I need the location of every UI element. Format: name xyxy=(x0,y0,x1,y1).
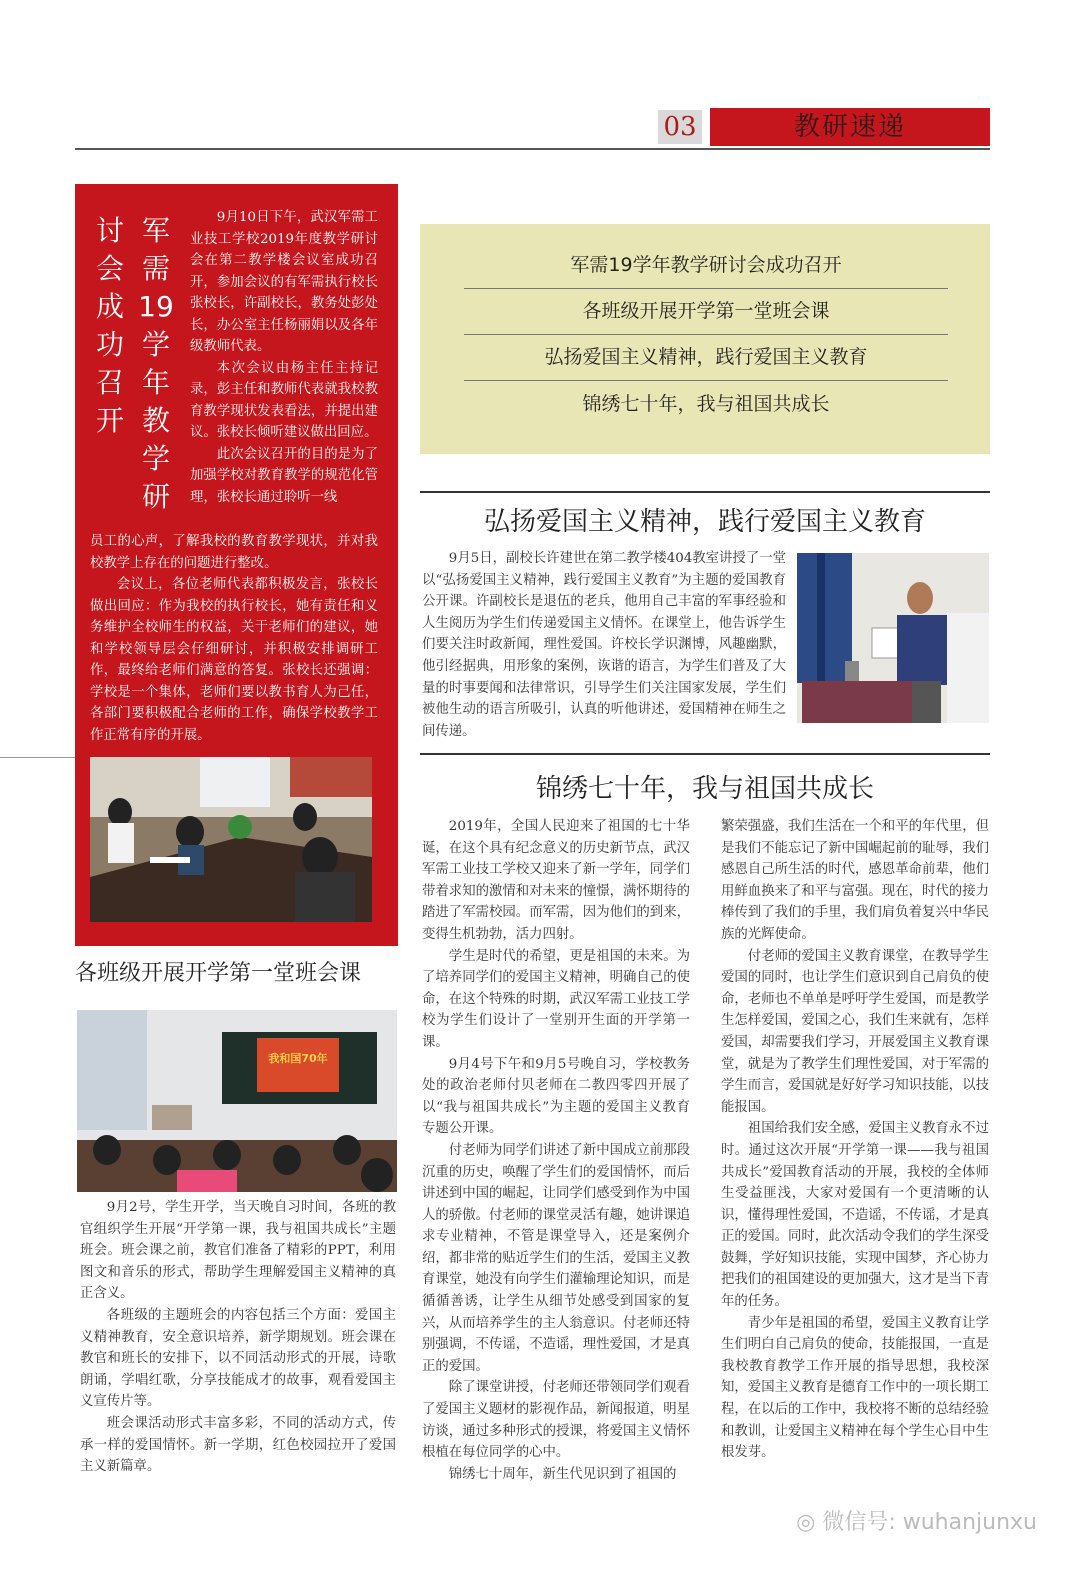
wechat-watermark xyxy=(796,1505,1037,1536)
article-title-patriotism: 弘扬爱国主义精神，践行爱国主义教育 xyxy=(483,507,926,537)
article-title-class-meeting: 各班级开展开学第一堂班会课 xyxy=(75,961,362,986)
highlight-item[interactable]: 锦绣七十年，我与祖国共成长 xyxy=(582,393,830,415)
article-paragraph: 学生是时代的希望，更是祖国的未来。为了培养同学们的爱国主义精神，明确自己的使命，在这个特殊的时期，武汉军需工业技工学校为学生们设计了一堂别开生面的开学第一课。 xyxy=(422,948,690,1050)
feature-text-top xyxy=(190,207,378,508)
article-paragraph: 繁荣强盛，我们生活在一个和平的年代里，但是我们不能忘记了新中国崛起前的耻辱，我们感恩自己所生活的时代，感恩革命前辈，他们用鲜血换来了和平与富强。现在，时代的接力棒传到了我们的手里，我们肩负着复兴中华民族的光辉使命。 xyxy=(721,819,989,942)
article-class-meeting-body xyxy=(80,1197,396,1478)
feature-title-col1: 军需19学年教学研 xyxy=(138,214,174,513)
highlight-item[interactable]: 军需19学年教学研讨会成功召开 xyxy=(464,242,948,289)
article-paragraph: 祖国给我们安全感，爱国主义教育永不过时。通过这次开展“开学第一课——我与祖国共成长”爱国教育活动的开展，我校的全体师生受益匪浅，大家对爱国有一个更清晰的认识，懂得理性爱国，不造谣，不传谣，才是真正的爱国。同时，此次活动令我们的学生深受鼓舞，学好知识技能，实现中国梦，齐心协力把我们的祖国建设的更加强大，这才是当下青年的任务。 xyxy=(721,1121,989,1310)
feature-paragraph: 本次会议由杨主任主持记录，彭主任和教师代表就我校教育教学现状发表看法，并提出建议。张校长倾听建议做出回应。 xyxy=(190,360,378,440)
article-paragraph: 锦绣七十周年，新生代见识到了祖国的 xyxy=(448,1466,677,1482)
article-paragraph: 9月5日，副校长许建世在第二教学楼404教室讲授了一堂以“弘扬爱国主义精神，践行爱国主义教育”为主题的爱国教育公开课。许副校长是退伍的老兵，他用自己丰富的军事经验和人生阅历为学生们传递爱国主义情怀。在课堂上，他告诉学生们要关注时政新闻，理性爱国。许校长学识渊博，风趣幽默，他引经据典，用形象的案例，诙谐的语言，为学生们普及了大量的时事要闻和法律常识，引导学生们关注国家发展，学生们被他生动的语言所吸引，认真的听他讲述，爱国精神在师生之间传递。 xyxy=(422,551,786,739)
article-title-seventy-years: 锦绣七十年，我与祖国共成长 xyxy=(535,774,874,804)
wechat-icon: ◎ xyxy=(796,1510,816,1535)
section-title: 教研速递 xyxy=(710,108,990,146)
article-paragraph: 班会课活动形式丰富多彩，不同的活动方式，传承一样的爱国情怀。新一学期，红色校园拉开了爱国主义新篇章。 xyxy=(80,1415,396,1475)
article-paragraph: 付老师为同学们讲述了新中国成立前那段沉重的历史，唤醒了学生们的爱国情怀，而后讲述到中国的崛起，让同学们感受到作为中国人的骄傲。付老师的课堂灵活有趣，她讲课追求专业精神，不管是课堂导入，还是案例介绍，都非常的贴近学生们的生活，爱国主义教育课堂，她没有向学生们灌输理论知识，而是循循善诱，让学生从细节处感受到国家的复兴，从而培养学生的主人翁意识。付老师还特别强调，不传谣，不造谣，理性爱国，才是真正的爱国。 xyxy=(422,1142,690,1374)
article-paragraph: 各班级的主题班会的内容包括三个方面：爱国主义精神教育，安全意识培养，新学期规划。班会课在教官和班长的安排下，以不同活动形式的开展，诗歌朗诵，学唱红歌，分享技能成才的故事，观看爱国主义宣传片等。 xyxy=(80,1307,396,1410)
header-divider xyxy=(75,148,990,150)
article-patriotism-body xyxy=(422,548,786,742)
article-paragraph: 2019年，全国人民迎来了祖国的七十华诞，在这个具有纪念意义的历史新节点，武汉军需工业技工学校又迎来了新一学年，同学们带着求知的激情和对未来的憧憬，满怀期待的踏进了军需校园。而军需，因为他们的到来，变得生机勃勃，活力四射。 xyxy=(422,819,690,942)
classroom-photo xyxy=(77,1010,397,1192)
article-divider xyxy=(420,753,990,755)
feature-paragraph: 此次会议召开的目的是为了加强学校对教育教学的规范化管理，张校长通过聆听一线 xyxy=(190,446,378,505)
page-number: 03 xyxy=(658,110,702,144)
feature-paragraph: 会议上，各位老师代表都积极发言，张校长做出回应：作为我校的执行校长，她有责任和义务维护全校师生的权益，关于老师们的建议，她和学校领导层会仔细研讨，并积极安排调研工作，最终给老师们满意的答复。张校长还强调：学校是一个集体，老师们要以教书育人为己任，各部门要积极配合老师的工作，确保学校教学工作正常有序的开展。 xyxy=(90,577,378,743)
highlight-item[interactable]: 各班级开展开学第一堂班会课 xyxy=(464,288,948,335)
lecture-photo xyxy=(797,553,989,723)
article-divider xyxy=(420,491,990,493)
highlights-box xyxy=(420,224,990,454)
article-paragraph: 除了课堂讲授，付老师还带领同学们观看了爱国主义题材的影视作品，新闻报道，明星访谈，通过多种形式的授课，将爱国主义情怀根植在每位同学的心中。 xyxy=(422,1380,690,1461)
feature-title-col2: 讨会成功召开 xyxy=(95,214,124,437)
watermark-text: 微信号: wuhanjunxu xyxy=(822,1510,1037,1535)
classroom-screen-text: 我和国70年 xyxy=(268,1052,328,1065)
article-paragraph: 付老师的爱国主义教育课堂，在教导学生爱国的同时，也让学生们意识到自己肩负的使命，老师也不单单是呼吁学生爱国，而是教学生怎样爱国，爱国之心，我们生来就有，怎样爱国，却需要我们学习，开展爱国主义教育课堂，就是为了教学生们理性爱国，对于军需的学生而言，爱国就是好好学习知识技能，以技能报国。 xyxy=(721,948,989,1115)
highlight-item[interactable]: 弘扬爱国主义精神，践行爱国主义教育 xyxy=(464,334,948,381)
article-seventy-col2 xyxy=(721,816,989,1464)
article-paragraph: 青少年是祖国的希望，爱国主义教育让学生们明白自己肩负的使命，技能报国，一直是我校教育教学工作开展的指导思想，我校深知，爱国主义教育是德育工作中的一项长期工程，在以后的工作中，我校将不断的总结经验和教训，让爱国主义精神在每个学生心目中生根发芽。 xyxy=(721,1315,989,1461)
article-paragraph: 9月2号，学生开学，当天晚自习时间，各班的教官组织学生开展“开学第一课，我与祖国共成长”主题班会。班会课之前，教官们准备了精彩的PPT，利用图文和音乐的形式，帮助学生理解爱国主义精神的真正含义。 xyxy=(80,1200,396,1302)
article-paragraph: 9月4号下午和9月5号晚自习，学校教务处的政治老师付贝老师在二教四零四开展了以“我与祖国共成长”为主题的爱国主义教育专题公开课。 xyxy=(422,1056,690,1137)
feature-paragraph: 员工的心声，了解我校的教育教学现状，并对我校教学上存在的问题进行整改。 xyxy=(90,534,378,571)
article-seventy-col1 xyxy=(422,816,690,1485)
feature-paragraph: 9月10日下午，武汉军需工业技工学校2019年度教学研讨会在第二教学楼会议室成功召开，参加会议的有军需执行校长张校长，许副校长，教务处彭处长，办公室主任杨丽娟以及各年级教师代表。 xyxy=(190,210,378,354)
margin-rule xyxy=(0,757,75,758)
feature-text-bottom xyxy=(90,531,378,746)
meeting-photo xyxy=(90,757,372,922)
